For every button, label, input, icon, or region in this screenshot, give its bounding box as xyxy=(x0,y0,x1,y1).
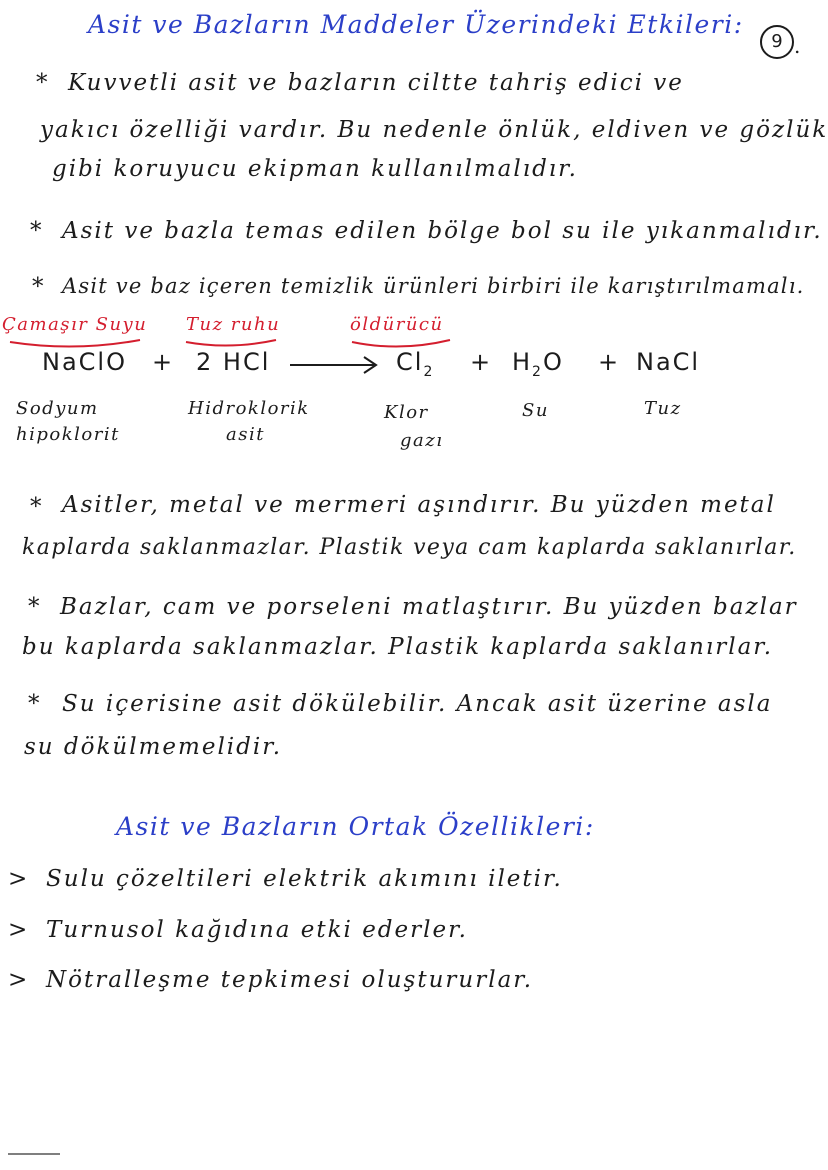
bullet-item-3: > xyxy=(8,967,30,993)
page-number-dot: . xyxy=(794,34,801,58)
acid-underline xyxy=(186,340,276,346)
annotation-bleach: Çamaşır Suyu xyxy=(2,314,148,335)
reaction-arrow xyxy=(290,357,376,373)
bullet-item-2: > xyxy=(8,917,30,943)
name-chlorine-gas-2: gazı xyxy=(400,430,444,451)
deadly-underline xyxy=(352,340,450,347)
name-water: Su xyxy=(522,400,549,421)
bullet-p5: * xyxy=(28,594,42,620)
name-chlorine-gas-1: Klor xyxy=(384,402,429,423)
annotation-deadly: öldürücü xyxy=(350,314,444,335)
p1-line2: yakıcı özelliği vardır. Bu nedenle önlük, eldiven ve gözlük xyxy=(40,117,828,143)
plus-1: + xyxy=(152,348,175,376)
p4-line1: Asitler, metal ve mermeri aşındırır. Bu yüzden metal xyxy=(62,492,776,518)
product-cl2-subscript: 2 xyxy=(423,363,435,380)
list-item-1: Sulu çözeltileri elektrik akımını iletir. xyxy=(46,866,563,892)
section1-title: Asit ve Bazların Maddeler Üzerindeki Etkileri: xyxy=(88,10,744,39)
name-hydrochloric-acid-1: Hidroklorik xyxy=(188,398,310,419)
p3-line1: Asit ve baz içeren temizlik ürünleri birbiri ile karıştırılmamalı. xyxy=(62,274,805,298)
name-sodium-hypochlorite-2: hipoklorit xyxy=(16,424,120,445)
page-number: 9 xyxy=(760,25,794,59)
annotation-acid: Tuz ruhu xyxy=(186,314,281,335)
bullet-p1: * xyxy=(36,70,50,96)
p1-line3: gibi koruyucu ekipman kullanılmalıdır. xyxy=(52,156,578,182)
p4-line2: kaplarda saklanmazlar. Plastik veya cam kaplarda saklanırlar. xyxy=(22,535,797,560)
p5-line1: Bazlar, cam ve porseleni matlaştırır. Bu yüzden bazlar xyxy=(60,594,798,620)
product-h2o-subscript: 2 xyxy=(532,363,543,380)
product-nacl: NaCl xyxy=(636,348,701,376)
section2-title: Asit ve Bazların Ortak Özellikleri: xyxy=(116,812,595,841)
reactant-hcl: 2 HCl xyxy=(196,348,271,376)
name-salt: Tuz xyxy=(644,398,682,419)
product-h2o-o: O xyxy=(542,348,564,376)
name-sodium-hypochlorite-1: Sodyum xyxy=(16,398,99,419)
bleach-underline xyxy=(10,340,140,347)
p1-line1: Kuvvetli asit ve bazların ciltte tahriş edici ve xyxy=(68,70,684,96)
p6-line1: Su içerisine asit dökülebilir. Ancak asit üzerine asla xyxy=(62,691,773,717)
p2-line1: Asit ve bazla temas edilen bölge bol su ile yıkanmalıdır. xyxy=(62,218,823,244)
list-item-2: Turnusol kağıdına etki ederler. xyxy=(46,917,468,943)
bullet-p6: * xyxy=(28,691,42,717)
bullet-item-1: > xyxy=(8,866,30,892)
name-hydrochloric-acid-2: asit xyxy=(226,424,265,445)
product-h2o-h: H xyxy=(512,348,533,376)
product-cl2-symbol: Cl xyxy=(396,348,424,376)
reactant-naclo: NaClO xyxy=(42,348,127,376)
bullet-p2: * xyxy=(30,218,44,244)
list-item-3: Nötralleşme tepkimesi oluştururlar. xyxy=(46,967,534,993)
p6-line2: su dökülmemelidir. xyxy=(24,734,283,760)
bullet-p3: * xyxy=(32,274,46,300)
plus-2: + xyxy=(470,348,493,376)
p5-line2: bu kaplarda saklanmazlar. Plastik kaplarda saklanırlar. xyxy=(22,634,774,660)
plus-3: + xyxy=(598,348,621,376)
bullet-p4: * xyxy=(30,494,44,520)
